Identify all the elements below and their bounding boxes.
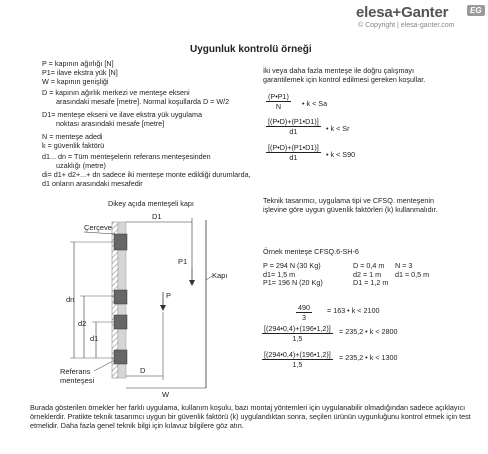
condition-3-fraction (266, 143, 321, 162)
calc-1-num: 490 (298, 303, 310, 312)
condition-2-num: [(P•D)+(P1•D1)] (268, 117, 319, 126)
example-row (263, 279, 445, 288)
legend-line: uzaklığı (metre) (56, 161, 106, 170)
condition-1-rhs: • k < Sa (302, 99, 328, 108)
label-frame: Çerçeve (84, 223, 112, 232)
label-dn: dn (66, 295, 75, 304)
calc-2-fraction (262, 324, 333, 343)
condition-2-rhs: • k < Sr (326, 124, 350, 133)
example-cell: D1 = 1,2 m (353, 278, 389, 288)
example-cell: P1= 196 N (20 Kg) (263, 278, 323, 288)
condition-2-fraction (266, 117, 321, 136)
brand-logo-text: elesa+Ganter (356, 4, 449, 21)
calc-2-rhs: = 235,2 • k < 2800 (339, 327, 398, 336)
calc-3-fraction (262, 350, 333, 369)
page-title: Uygunluk kontrolü örneği (190, 44, 312, 55)
legend-line: P1= ilave ekstra yük [N] (42, 68, 118, 77)
legend-line: k = güvenlik faktörü (42, 141, 105, 150)
tech-note-line: Teknik tasarımcı, uygulama tipi ve CFSQ. menteşenin (263, 196, 434, 205)
example-table (263, 262, 445, 288)
condition-1-num: (P•P1) (268, 92, 289, 101)
legend-line: arasındaki mesafe [metre]. Normal koşullarda D = W/2 (56, 97, 230, 106)
example-cell: d2 = 1 m (353, 269, 382, 279)
label-p: P (166, 291, 172, 300)
example-cell: N = 3 (395, 261, 413, 270)
label-reference-1: Referans (60, 367, 91, 376)
legend-line: N = menteşe adedi (42, 132, 103, 141)
legend-line: di= d1+ d2+...+ dn sadece iki menteşe monte edildiği durumlarda, (42, 170, 251, 179)
legend-line: d1 onların arasındaki mesafedir (42, 179, 143, 188)
hinge-top (114, 234, 127, 250)
condition-1-den: N (275, 102, 282, 111)
label-reference-2: menteşesi (60, 376, 95, 385)
footer-note: Burada gösterilen örnekler her farklı uygulama, kullanım koşulu, bazı montaj yöntemleri için uygulanabilir olmadığından sadece açıklayıcı örneklerdir. Pratikte teknik tasarımcı uygun bir güvenlik faktörü (k) uygulandıktan sonra, seçilen ürünün uygunluğunu kontrol etmek için test etmelidir. Daha fazla genel teknik bilgi için kılavuz bilgilere göz atın. (30, 403, 471, 431)
example-cell: d1= 1,5 m (263, 269, 296, 279)
label-d: D (140, 366, 146, 375)
calc-1-den: 3 (302, 313, 306, 322)
tech-note (263, 197, 438, 214)
right-intro (263, 67, 425, 84)
example-cell: D = 0,4 m (353, 261, 385, 270)
label-w: W (162, 390, 170, 398)
brand-logo (356, 4, 448, 21)
condition-3-den: d1 (289, 153, 298, 162)
tech-note-line: işlevine göre uygun güvenlik faktörleri (k) kullanmalıdır. (263, 204, 438, 214)
hinge-bottom-upper (114, 315, 127, 329)
diagram-caption: Dikey açıda menteşeli kapı (108, 199, 194, 208)
label-d1-top: D1 (152, 212, 162, 221)
calc-2-den: 1,5 (292, 334, 303, 343)
example-cell (395, 279, 445, 288)
condition-1-fraction (266, 92, 291, 111)
example-heading: Örnek menteşe CFSQ.6-SH-6 (263, 247, 359, 256)
label-door: Kapı (212, 271, 228, 280)
hinge-bottom (114, 350, 127, 364)
calc-1-rhs: = 163 • k < 2100 (327, 306, 380, 315)
brand-badge: EG (467, 5, 485, 16)
intro-line: garantilemek için kontrol edilmesi gereken koşullar. (263, 74, 426, 84)
legend-line: W = kapının genişliği (42, 77, 109, 86)
condition-3-rhs: • k < S90 (326, 150, 356, 159)
legend-line: D1= menteşe ekseni ve ilave ekstra yük uygulama (42, 110, 203, 119)
label-d2: d2 (78, 319, 87, 328)
calc-1-fraction (296, 303, 312, 322)
calc-3-den: 1,5 (292, 360, 303, 369)
frame-leader (84, 232, 115, 234)
legend-line: noktası arasındaki mesafe [metre] (56, 119, 165, 128)
hinge-middle (114, 290, 127, 304)
intro-line: İki veya daha fazla menteşe ile doğru çalışmayı (263, 66, 415, 75)
p-arrowhead (160, 305, 166, 311)
label-d1: d1 (90, 334, 99, 343)
copyright: © Copyright | elesa-ganter.com (358, 22, 455, 29)
condition-2-den: d1 (289, 127, 298, 136)
calc-2-num: [(294•0,4)+(196•1,2)] (264, 324, 331, 333)
label-p1: P1 (178, 257, 188, 266)
door-diagram (20, 208, 230, 398)
calc-3-rhs: = 235,2 • k < 1300 (339, 353, 398, 362)
calc-3-num: [(294•0,4)+(196•1,2)] (264, 350, 331, 359)
legend-line: P = kapının ağırlığı [N] (42, 59, 114, 68)
condition-3-num: [(P•D)+(P1•D1)] (268, 143, 319, 152)
legend-block (42, 60, 262, 189)
p1-arrowhead (189, 280, 195, 286)
legend-line: D = kapının ağırlık merkezi ve menteşe ekseni (42, 88, 190, 97)
example-cell: d1 = 0,5 m (395, 269, 430, 279)
example-cell: P = 294 N (30 Kg) (263, 261, 321, 270)
legend-line: d1... dn = Tüm menteşelerin referans menteşesinden (42, 152, 211, 161)
